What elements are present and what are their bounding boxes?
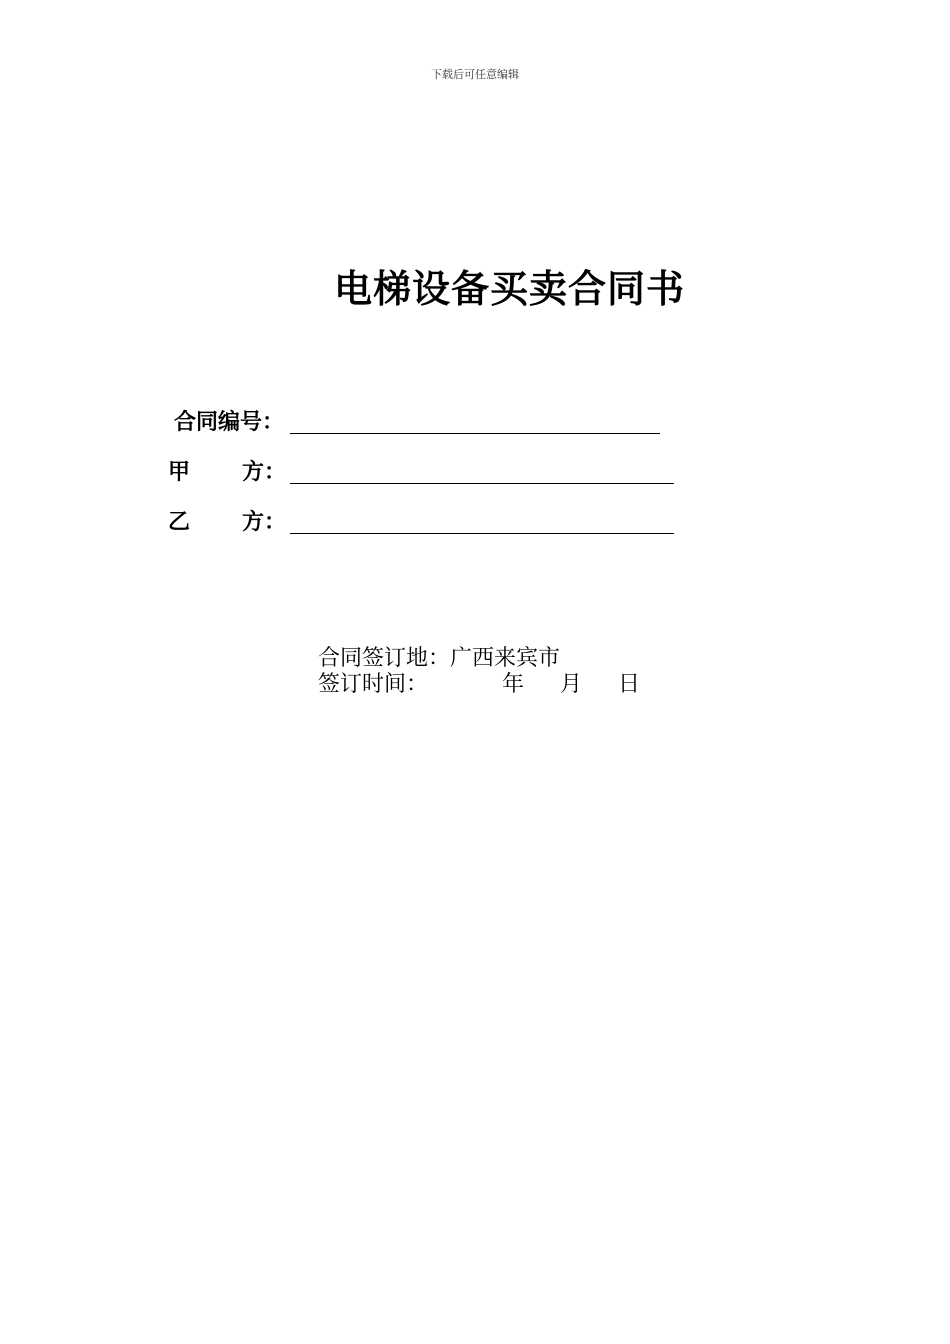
party-b-label-char: 乙 bbox=[168, 510, 191, 535]
signing-time-line bbox=[318, 672, 640, 698]
party-b-row bbox=[168, 510, 674, 536]
signing-day-label: 日 bbox=[618, 672, 641, 697]
party-a-label bbox=[168, 460, 286, 486]
signing-place-label: 合同签订地： bbox=[318, 646, 451, 671]
contract-number-row bbox=[174, 410, 660, 436]
party-b-blank-line bbox=[290, 533, 674, 534]
party-a-label-char: 甲 bbox=[168, 460, 191, 485]
party-a-row bbox=[168, 460, 674, 486]
signing-year-label: 年 bbox=[502, 672, 525, 697]
signing-time-label: 签订时间： bbox=[318, 672, 429, 697]
signing-place-value: 广西来宾市 bbox=[450, 646, 561, 671]
party-b-label-suffix: 方： bbox=[242, 510, 287, 535]
contract-number-label: 合同编号： bbox=[174, 410, 285, 435]
party-a-label-suffix: 方： bbox=[242, 460, 287, 485]
party-a-blank-line bbox=[290, 483, 674, 484]
contract-number-blank-line bbox=[290, 433, 660, 434]
party-b-label bbox=[168, 510, 286, 536]
signing-month-label: 月 bbox=[560, 672, 583, 697]
signing-info bbox=[318, 646, 640, 698]
document-title: 电梯设备买卖合同书 bbox=[334, 267, 686, 311]
header-note: 下载后可任意编辑 bbox=[431, 68, 519, 81]
signing-place-line bbox=[318, 646, 640, 672]
